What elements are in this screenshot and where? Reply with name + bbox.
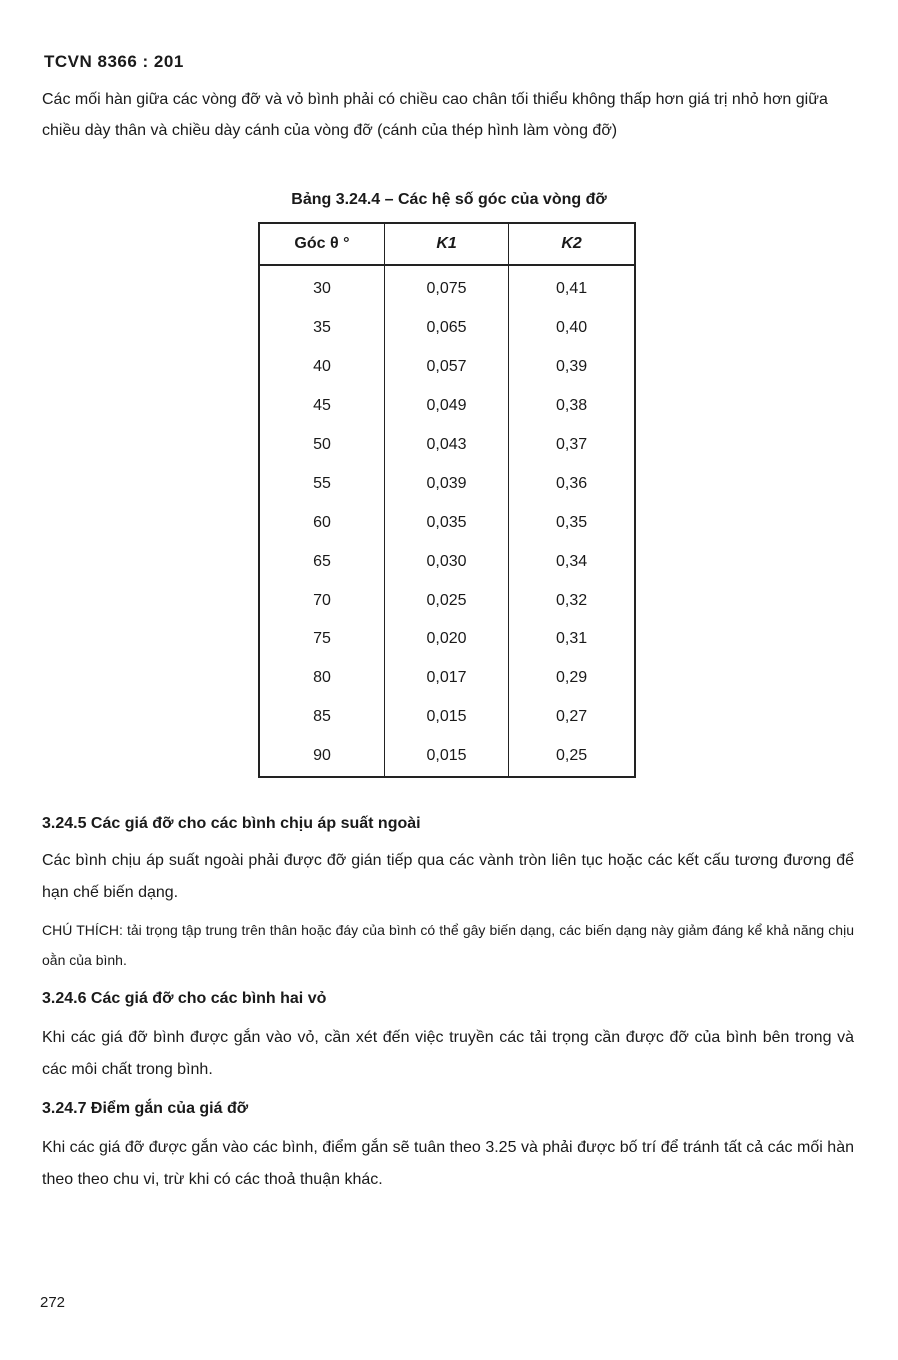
- header-k1: K1: [384, 223, 508, 265]
- cell-k1: 0,015: [384, 737, 508, 777]
- table-row: [259, 659, 635, 698]
- section-heading: 3.24.7 Điểm gắn của giá đỡ: [42, 1100, 249, 1117]
- cell-k1: 0,043: [384, 426, 508, 465]
- table-row: [259, 387, 635, 426]
- table-row: [259, 737, 635, 777]
- cell-k1: 0,020: [384, 620, 508, 659]
- cell-k1: 0,049: [384, 387, 508, 426]
- cell-angle: 60: [259, 503, 384, 542]
- cell-angle: 35: [259, 309, 384, 348]
- cell-k2: 0,36: [556, 474, 588, 492]
- cell-k2: 0,40: [556, 319, 588, 337]
- cell-k2: 0,37: [556, 436, 588, 453]
- cell-k2: 0,27: [556, 708, 588, 726]
- cell-k1: 0,065: [384, 309, 508, 348]
- section-3-24-6: [42, 990, 854, 1086]
- cell-k2: 0,25: [556, 747, 588, 765]
- table-row: [259, 348, 635, 387]
- table-row: [259, 698, 635, 737]
- cell-angle: 80: [259, 659, 384, 698]
- cell-angle: 70: [259, 581, 384, 620]
- cell-angle: 50: [259, 426, 384, 465]
- table-row: [259, 620, 635, 659]
- section-note: CHÚ THÍCH: tải trọng tập trung trên thân hoặc đáy của bình có thể gây biến dạng, các biến dạng này giảm đáng kể khả năng chịu oằn của bình.: [42, 922, 854, 968]
- section-heading: 3.24.5 Các giá đỡ cho các bình chịu áp suất ngoài: [42, 815, 421, 832]
- cell-k2: 0,35: [556, 513, 588, 531]
- page-number: 272: [40, 1294, 66, 1311]
- table-row: [259, 503, 635, 542]
- section-3-24-5: [42, 815, 854, 975]
- table-row: [259, 265, 635, 309]
- cell-k2: 0,41: [556, 280, 588, 298]
- cell-k1: 0,075: [384, 265, 508, 309]
- cell-k2: 0,31: [556, 630, 588, 648]
- cell-angle: 75: [259, 620, 384, 659]
- header-angle: Góc θ °: [259, 223, 384, 265]
- cell-k1: 0,015: [384, 698, 508, 737]
- section-heading: 3.24.6 Các giá đỡ cho các bình hai vỏ: [42, 990, 327, 1007]
- cell-k1: 0,035: [384, 503, 508, 542]
- table-header-row: [259, 223, 635, 265]
- cell-k2: 0,38: [556, 397, 588, 415]
- cell-angle: 65: [259, 542, 384, 581]
- table-row: [259, 542, 635, 581]
- cell-k1: 0,057: [384, 348, 508, 387]
- cell-angle: 90: [259, 737, 384, 777]
- cell-k2: 0,34: [556, 552, 588, 570]
- cell-angle: 30: [259, 265, 384, 309]
- section-body: Khi các giá đỡ bình được gắn vào vỏ, cần xét đến việc truyền các tải trọng cần được đỡ của bình bên trong và các môi chất trong bình.: [42, 1029, 854, 1078]
- header-k2: K2: [509, 223, 635, 265]
- cell-k1: 0,039: [384, 464, 508, 503]
- table-row: [259, 309, 635, 348]
- cell-k2: 0,29: [556, 669, 588, 687]
- cell-angle: 45: [259, 387, 384, 426]
- table-caption-text: Bảng 3.24.4 – Các hệ số góc của vòng đỡ: [291, 191, 607, 208]
- table-row: [259, 581, 635, 620]
- page-header-standard-code: TCVN 8366 : 201: [44, 52, 184, 71]
- coefficient-table: [258, 222, 636, 778]
- section-3-24-7: [42, 1100, 854, 1196]
- cell-k1: 0,030: [384, 542, 508, 581]
- table-row: [259, 464, 635, 503]
- cell-k2: 0,39: [556, 358, 588, 376]
- cell-k2: 0,32: [556, 591, 588, 609]
- cell-angle: 55: [259, 464, 384, 503]
- table-row: [259, 426, 635, 465]
- section-body: Khi các giá đỡ được gắn vào các bình, điểm gắn sẽ tuân theo 3.25 và phải được bố trí để tránh tất cả các mối hàn theo theo chu vi, trừ khi có các thoả thuận khác.: [42, 1139, 854, 1188]
- intro-paragraph: Các mối hàn giữa các vòng đỡ và vỏ bình phải có chiều cao chân tối thiểu không thấp hơn giá trị nhỏ hơn giữa chiều dày thân và chiều dày cánh của vòng đỡ (cánh của thép hình làm vòng đỡ): [42, 91, 828, 139]
- table-caption: [0, 191, 898, 209]
- cell-angle: 40: [259, 348, 384, 387]
- section-body: Các bình chịu áp suất ngoài phải được đỡ gián tiếp qua các vành tròn liên tục hoặc các kết cấu tương đương để hạn chế biến dạng.: [42, 852, 854, 901]
- cell-angle: 85: [259, 698, 384, 737]
- cell-k1: 0,025: [384, 581, 508, 620]
- cell-k1: 0,017: [384, 659, 508, 698]
- table-body: [259, 265, 635, 777]
